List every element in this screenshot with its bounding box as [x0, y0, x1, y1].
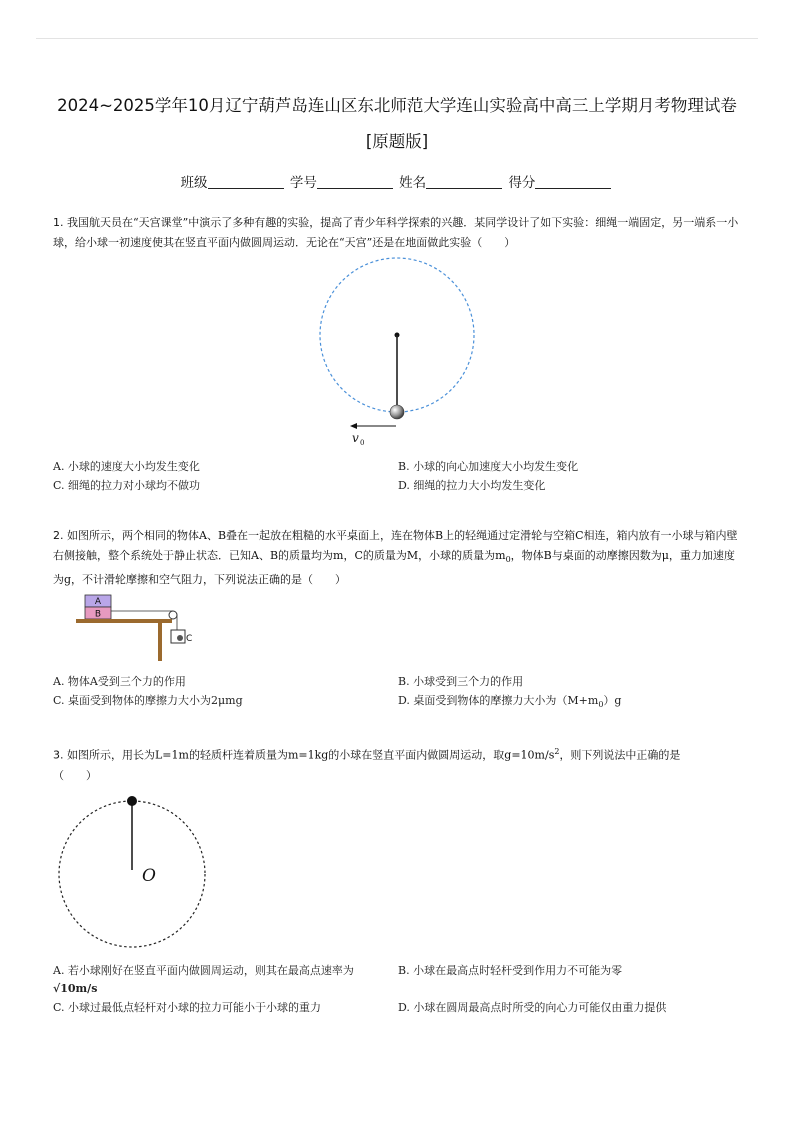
q3-figure — [54, 794, 214, 954]
student-id-label: 学号 — [289, 175, 317, 191]
q1-option-d[interactable]: D. 细绳的拉力大小均发生变化 — [398, 479, 546, 492]
name-field[interactable] — [426, 175, 502, 189]
question-number: 1. — [53, 216, 64, 229]
page-subtitle: [原题版] — [365, 132, 429, 151]
student-info-row — [0, 171, 794, 191]
q2-option-d[interactable]: D. 桌面受到物体的摩擦力大小为$(M+m_0)g$ — [398, 694, 622, 710]
q3-option-b[interactable]: B. 小球在最高点时轻杆受到作用力不可能为零 — [398, 964, 623, 977]
q3-option-d[interactable]: D. 小球在圆周最高点时所受的向心力可能仅由重力提供 — [398, 1001, 667, 1014]
velocity-subscript: 0 — [360, 439, 365, 447]
question-2-stem: 2. 如图所示，两个相同的物体A、B叠在一起放在粗糙的水平桌面上，连在物体B上的轻绳通过定滑轮与空箱C相连，箱内放有一小球与箱内壁右侧接触，整个系统处于静止状态．已知A、B的质量均为m，C的质量为M，小球的质量为$m_0$，物体B与桌面的动摩擦因数为μ，重力加速度为g，不计滑轮摩擦和空气阻力，下列说法正确的是（ ） — [53, 529, 738, 587]
answer-value: √10m/s — [53, 982, 98, 995]
ball — [127, 796, 137, 806]
q2-option-a[interactable]: A. 物体A受到三个力的作用 — [53, 675, 186, 688]
center-label: O — [142, 866, 156, 886]
box-c-label: C — [186, 634, 193, 644]
velocity-label: v — [352, 431, 359, 445]
page-title: 2024~2025学年10月辽宁葫芦岛连山区东北师范大学连山实验高中高三上学期月考物理试卷 — [57, 96, 737, 115]
answer-bracket: （ ） — [53, 768, 97, 782]
question-1-stem — [53, 213, 743, 253]
q2-figure — [74, 590, 204, 662]
ball — [390, 405, 404, 419]
table-top — [76, 619, 172, 623]
question-number: 2. — [53, 529, 64, 542]
table-leg — [158, 623, 162, 661]
arrow-head — [350, 423, 357, 429]
question-text: 我国航天员在“天宫课堂”中演示了多种有趣的实验，提高了青少年科学探索的兴趣．某同学设计了如下实验：细绳一端固定，另一端系一小球，给小球一初速度使其在竖直平面内做圆周运动．无论在“天宫”还是在地面做此实验（ ） — [53, 216, 739, 249]
score-label: 得分 — [508, 175, 536, 191]
top-divider — [36, 38, 758, 39]
q3-option-c[interactable]: C. 小球过最低点轻杆对小球的拉力可能小于小球的重力 — [53, 1001, 322, 1014]
question-3-stem: 3. 如图所示，用长为L=1m的轻质杆连着质量为m=1kg的小球在竖直平面内做圆周运动，取$g=10m/s^2$，则下列说法中正确的是 （ ） — [53, 747, 681, 782]
class-label: 班级 — [180, 175, 208, 191]
question-text: 如图所示，用长为L=1m的轻质杆连着质量为m=1kg的小球在竖直平面内做圆周运动，取g=10m/s — [67, 748, 555, 762]
question-text: 如图所示，两个相同的物体A、B叠在一起放在粗糙的水平桌面上，连在物体B上的轻绳通过定滑轮与空箱C相连，箱内放有一小球与箱内壁右侧接触，整个系统处于静止状态．已知A、B的质量均为m，C的质量为M，小球的质量为m — [53, 529, 738, 562]
q2-option-b[interactable]: B. 小球受到三个力的作用 — [398, 675, 524, 688]
q1-figure — [310, 255, 485, 455]
q1-option-c[interactable]: C. 细绳的拉力对小球均不做功 — [53, 479, 201, 492]
q1-option-a[interactable]: A. 小球的速度大小均发生变化 — [53, 460, 200, 473]
question-number: 3. — [53, 748, 64, 762]
class-field[interactable] — [208, 175, 284, 189]
small-ball — [177, 635, 183, 641]
name-label: 姓名 — [399, 175, 427, 191]
q2-option-c[interactable]: C. 桌面受到物体的摩擦力大小为2μmg — [53, 694, 243, 707]
block-b-label: B — [94, 609, 102, 620]
student-id-field[interactable] — [317, 175, 393, 189]
pulley — [169, 611, 177, 619]
score-field[interactable] — [535, 175, 611, 189]
q3-option-a[interactable]: A. 若小球刚好在竖直平面内做圆周运动，则其在最高点速率为 √10m/s — [53, 964, 354, 995]
q1-option-b[interactable]: B. 小球的向心加速度大小均发生变化 — [398, 460, 579, 473]
block-a-label: A — [94, 597, 102, 607]
